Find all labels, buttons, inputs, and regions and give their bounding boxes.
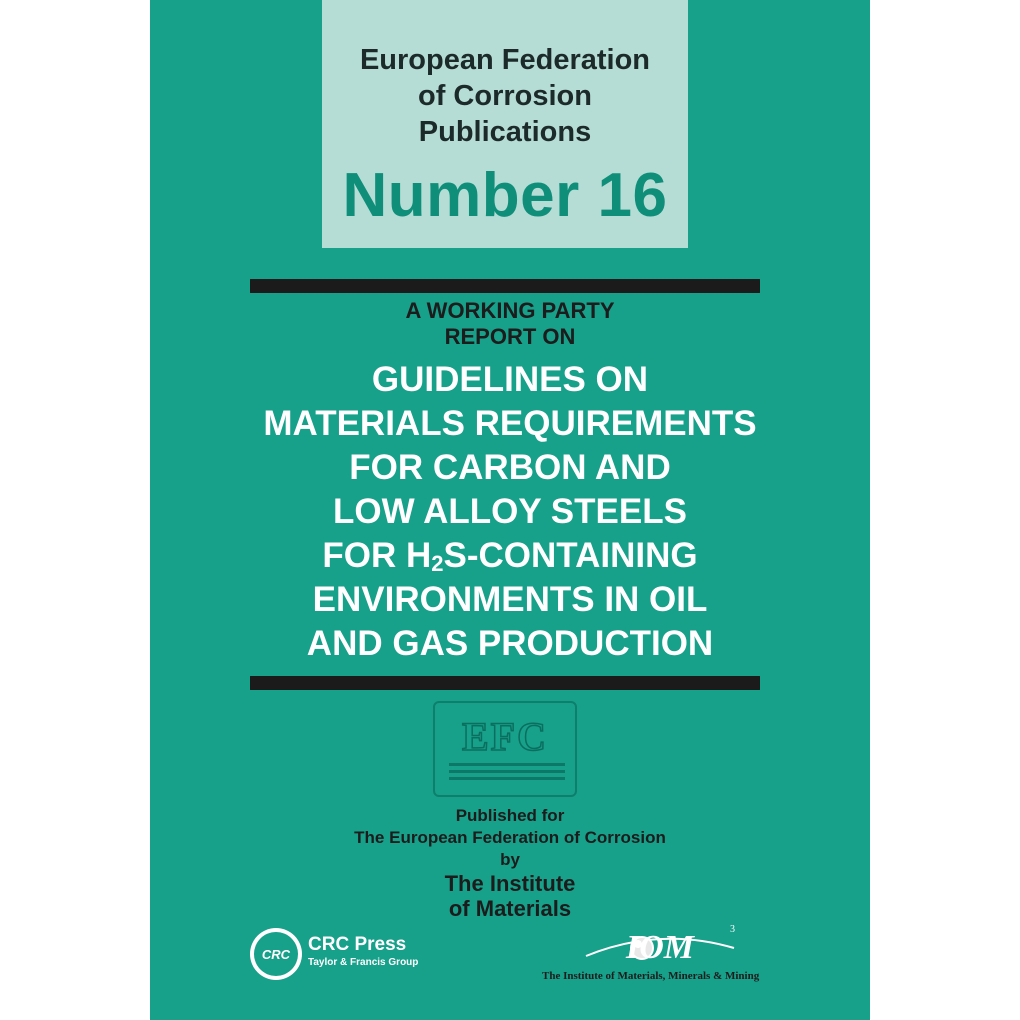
published-line: Published for	[455, 806, 565, 825]
published-line: The European Federation of Corrosion	[354, 828, 666, 847]
title-text: S-CONTAINING	[443, 536, 698, 575]
series-box	[322, 0, 688, 248]
efc-logo	[433, 701, 577, 797]
title-line: AND GAS PRODUCTION	[306, 624, 714, 663]
subtitle-line: A WORKING PARTY	[405, 298, 615, 323]
series-title	[322, 42, 688, 150]
title-line: LOW ALLOY STEELS	[333, 492, 687, 531]
series-number: Number 16	[342, 161, 668, 230]
crc-press-group: Taylor & Francis Group	[308, 957, 419, 968]
title-line: MATERIALS REQUIREMENTS	[263, 404, 757, 443]
svg-text:3: 3	[730, 924, 735, 935]
efc-fine-print	[449, 777, 565, 780]
title-line: FOR CARBON AND	[349, 448, 671, 487]
report-subtitle	[150, 298, 870, 350]
subtitle-line: REPORT ON	[444, 324, 576, 349]
efc-fine-print	[449, 763, 565, 766]
title-line: ENVIRONMENTS IN OIL	[312, 580, 708, 619]
efc-fine-print	[449, 770, 565, 773]
book-cover	[150, 0, 870, 1020]
report-title	[150, 358, 870, 666]
title-line: GUIDELINES ON	[371, 360, 649, 399]
bottom-divider	[250, 676, 760, 690]
efc-letters: EFC	[462, 714, 548, 759]
publisher-statement	[150, 805, 870, 921]
top-divider	[250, 279, 760, 293]
series-line: of Corrosion	[418, 80, 592, 112]
series-line: Publications	[418, 116, 592, 148]
crc-badge: CRC	[254, 932, 298, 976]
published-line: by	[500, 850, 520, 869]
iom-caption: The Institute of Materials, Minerals & Mining	[542, 970, 760, 982]
iom-logo-icon	[580, 918, 740, 974]
crc-press-name: CRC Press	[308, 934, 407, 955]
crc-press-icon	[250, 928, 302, 980]
published-line: of Materials	[448, 896, 572, 921]
published-line: The Institute	[444, 871, 576, 896]
series-line: European Federation	[359, 44, 651, 76]
subscript-two: 2	[431, 551, 444, 576]
title-line	[150, 534, 870, 578]
title-text: FOR H	[322, 536, 432, 575]
iom-mark: IOM	[625, 929, 695, 966]
